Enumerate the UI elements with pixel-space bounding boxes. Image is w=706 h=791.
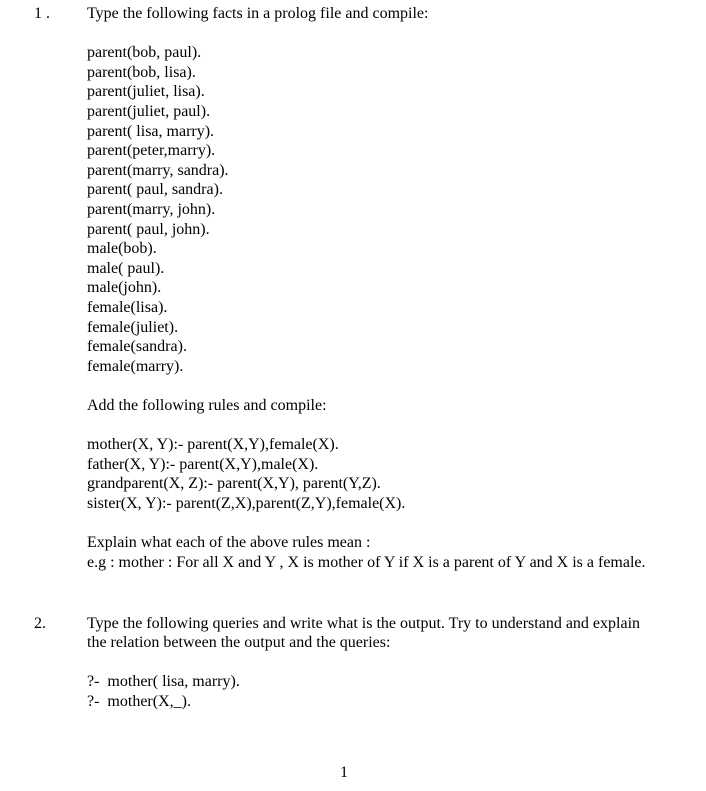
query-line: ?- mother( lisa, marry).: [87, 673, 240, 691]
rule-line: father(X, Y):- parent(X,Y),male(X).: [87, 455, 319, 473]
fact-line: parent(juliet, paul).: [87, 102, 211, 120]
fact-line: male( paul).: [87, 259, 165, 277]
fact-line: parent(peter,marry).: [87, 142, 216, 160]
fact-line: female(sandra).: [87, 338, 187, 356]
fact-line: parent( paul, sandra).: [87, 181, 223, 199]
section1-heading: Type the following facts in a prolog file and compile:: [87, 5, 429, 22]
section1-number: 1 .: [34, 5, 50, 22]
rules-heading: Add the following rules and compile:: [87, 396, 327, 414]
explain-heading: Explain what each of the above rules mean :: [87, 534, 371, 552]
fact-line: female(marry).: [87, 357, 184, 375]
rules-list: [87, 435, 660, 513]
rule-line: grandparent(X, Z):- parent(X,Y), parent(Y,Z).: [87, 475, 381, 493]
section2-body: [87, 614, 660, 712]
page-number: 1: [340, 764, 348, 781]
fact-line: parent(juliet, lisa).: [87, 83, 205, 101]
fact-line: parent(bob, paul).: [87, 44, 202, 62]
section1-body: [87, 4, 660, 572]
section2-number: 2.: [34, 615, 46, 632]
queries-list: [87, 672, 660, 711]
fact-line: male(bob).: [87, 240, 157, 258]
fact-line: female(juliet).: [87, 318, 179, 336]
rule-line: sister(X, Y):- parent(Z,X),parent(Z,Y),female(X).: [87, 494, 406, 512]
fact-line: male(john).: [87, 279, 162, 297]
fact-line: parent( lisa, marry).: [87, 122, 215, 140]
facts-list: [87, 43, 660, 376]
fact-line: parent( paul, john).: [87, 220, 210, 238]
query-line: ?- mother(X,_).: [87, 693, 191, 710]
fact-line: parent(marry, john).: [87, 200, 216, 218]
fact-line: parent(bob, lisa).: [87, 63, 196, 81]
fact-line: parent(marry, sandra).: [87, 161, 229, 179]
rule-line: mother(X, Y):- parent(X,Y),female(X).: [87, 436, 339, 454]
example-text: e.g : mother : For all X and Y , X is mother of Y if X is a parent of Y and X is a female.: [87, 553, 646, 571]
section2-instruction: Type the following queries and write what is the output. Try to understand and explain the relation between the output and the queries:: [87, 615, 641, 652]
fact-line: female(lisa).: [87, 298, 168, 316]
